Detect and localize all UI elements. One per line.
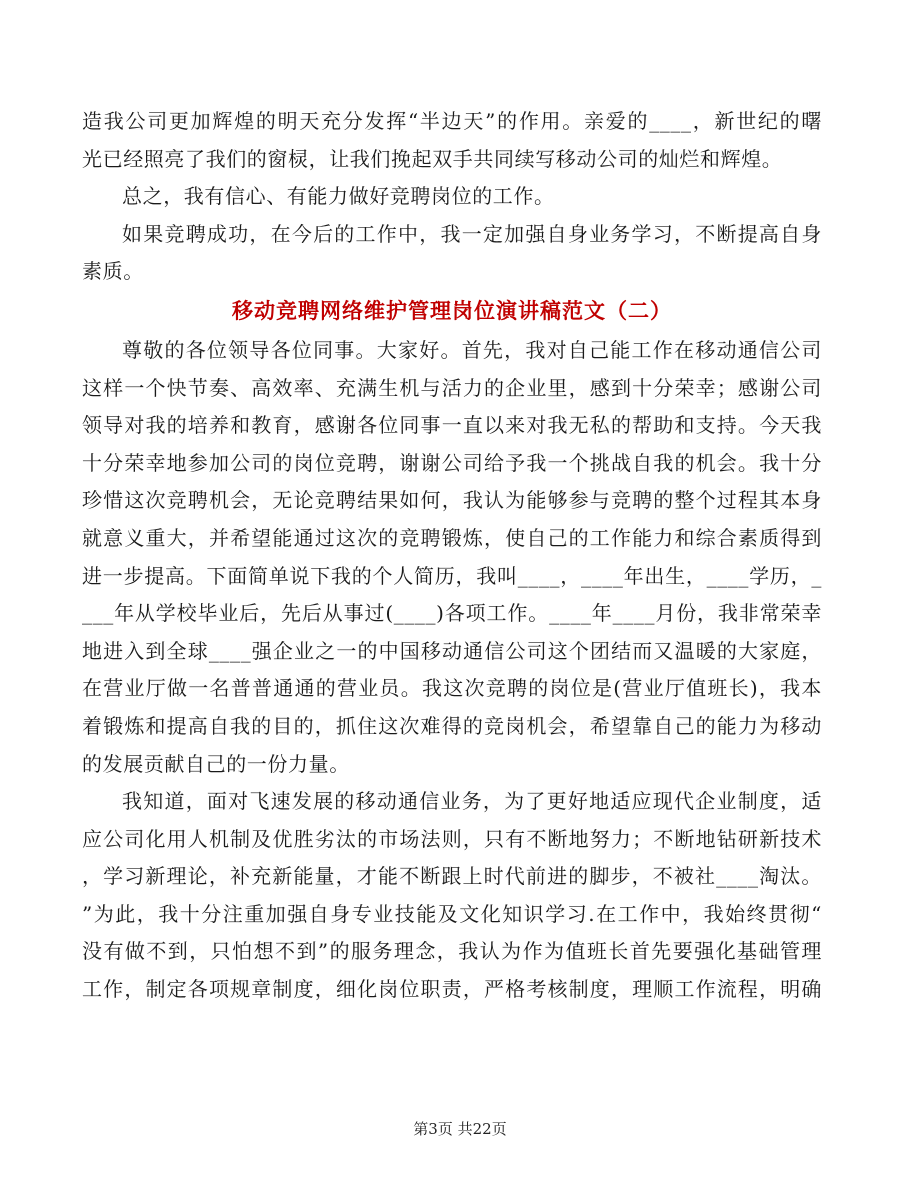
paragraph-line: 珍惜这次竞聘机会，无论竞聘结果如何，我认为能够参与竞聘的整个过程其本身: [82, 488, 822, 513]
paragraph-line: 这样一个快节奏、高效率、充满生机与活力的企业里，感到十分荣幸；感谢公司: [82, 375, 822, 400]
paragraph-line: ，学习新理论，补充新能量，才能不断跟上时代前进的脚步，不被社____淘汰。: [82, 864, 822, 889]
paragraph-line: 的发展贡献自己的一份力量。: [82, 751, 350, 776]
section-title: 移动竞聘网络维护管理岗位演讲稿范文（二）: [232, 298, 672, 323]
paragraph-line: ___年从学校毕业后，先后从事过(____)各项工作。____年____月份，我非常荣幸: [82, 601, 822, 626]
page-number: 第3页 共22页: [413, 1120, 507, 1138]
paragraph-line: 十分荣幸地参加公司的岗位竞聘，谢谢公司给予我一个挑战自我的机会。我十分: [82, 450, 822, 475]
paragraph-line: 着锻炼和提高自我的目的，抓住这次难得的竞岗机会，希望靠自己的能力为移动: [82, 713, 822, 738]
paragraph-line: 没有做不到，只怕想不到”的服务理念，我认为作为值班长首先要强化基础管理: [82, 939, 822, 964]
paragraph-line: 工作，制定各项规章制度，细化岗位职责，严格考核制度，理顺工作流程，明确: [82, 977, 822, 1002]
paragraph-line: 地进入到全球____强企业之一的中国移动通信公司这个团结而又温暖的大家庭，: [82, 638, 822, 663]
paragraph-line: 应公司化用人机制及优胜劣汰的市场法则，只有不断地努力；不断地钻研新技术: [82, 826, 822, 851]
paragraph-line: 就意义重大，并希望能通过这次的竞聘锻炼，使自己的工作能力和综合素质得到: [82, 525, 822, 550]
document-body: [82, 103, 822, 1009]
paragraph-line: 如果竞聘成功，在今后的工作中，我一定加强自身业务学习，不断提高自身: [122, 221, 822, 246]
paragraph-line: ”为此，我十分注重加强自身专业技能及文化知识学习.在工作中，我始终贯彻“: [82, 901, 822, 926]
paragraph-line: 我知道，面对飞速发展的移动通信业务，为了更好地适应现代企业制度，适: [122, 789, 822, 814]
paragraph-line: 领导对我的培养和教育，感谢各位同事一直以来对我无私的帮助和支持。今天我: [82, 413, 822, 438]
paragraph-line: 造我公司更加辉煌的明天充分发挥“半边天”的作用。亲爱的____，新世纪的曙: [82, 109, 822, 133]
paragraph-line: 总之，我有信心、有能力做好竞聘岗位的工作。: [122, 184, 555, 209]
paragraph-line: 在营业厅做一名普普通通的营业员。我这次竞聘的岗位是(营业厅值班长)，我本: [82, 676, 822, 701]
paragraph-line: 素质。: [82, 259, 144, 284]
paragraph-line: 进一步提高。下面简单说下我的个人简历，我叫____，____年出生，____学历，_: [82, 563, 822, 588]
paragraph-line: 尊敬的各位领导各位同事。大家好。首先，我对自己能工作在移动通信公司: [122, 337, 822, 362]
paragraph-line: 光已经照亮了我们的窗棂，让我们挽起双手共同续写移动公司的灿烂和辉煌。: [82, 146, 783, 171]
